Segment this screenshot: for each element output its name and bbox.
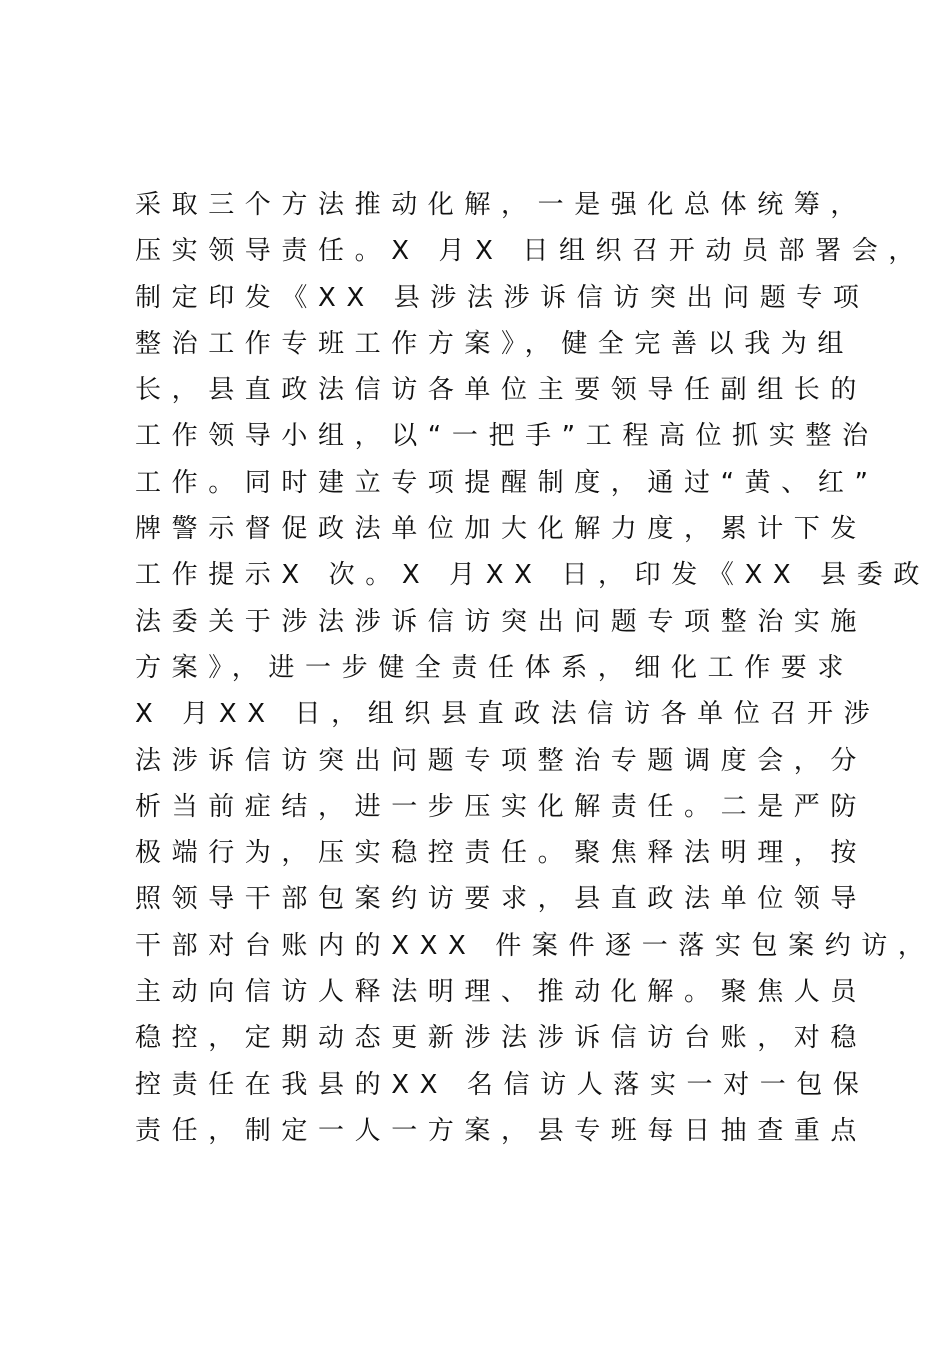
text-line: 控责任在我县的XX 名信访人落实一对一包保 xyxy=(135,1069,870,1100)
body-text xyxy=(135,182,935,1154)
text-line: 整治工作专班工作方案》，健全完善以我为组 xyxy=(135,328,855,359)
text-line: 工作提示X 次。X 月XX 日，印发《XX 县委政 xyxy=(135,560,930,591)
text-line: 法涉诉信访突出问题专项整治专题调度会，分 xyxy=(135,745,868,776)
text-line: 主动向信访人释法明理、推动化解。聚焦人员 xyxy=(135,977,868,1008)
text-line: 稳控，定期动态更新涉法涉诉信访台账，对稳 xyxy=(135,1023,868,1054)
text-line: 工作。同时建立专项提醒制度，通过“黄、红” xyxy=(135,467,879,498)
text-line: 方案》，进一步健全责任体系，细化工作要求 xyxy=(135,652,855,683)
text-line: 干部对台账内的XXX 件案件逐一落实包案约访， xyxy=(135,930,935,961)
text-line: 析当前症结，进一步压实化解责任。二是严防 xyxy=(135,791,868,822)
text-line: X 月XX 日，组织县直政法信访各单位召开涉 xyxy=(135,699,881,730)
text-line: 牌警示督促政法单位加大化解力度，累计下发 xyxy=(135,514,868,545)
text-line: 照领导干部包案约访要求，县直政法单位领导 xyxy=(135,884,868,915)
text-line: 制定印发《XX 县涉法涉诉信访突出问题专项 xyxy=(135,282,870,313)
text-line: 工作领导小组，以“一把手”工程高位抓实整治 xyxy=(135,421,879,452)
text-line: 责任，制定一人一方案，县专班每日抽查重点 xyxy=(135,1115,868,1146)
text-line: 极端行为，压实稳控责任。聚焦释法明理，按 xyxy=(135,838,868,869)
text-line: 采取三个方法推动化解，一是强化总体统筹， xyxy=(135,190,868,220)
text-line: 压实领导责任。X 月X 日组织召开动员部署会， xyxy=(135,236,925,267)
text-line: 长，县直政法信访各单位主要领导任副组长的 xyxy=(135,375,868,406)
text-line: 法委关于涉法涉诉信访突出问题专项整治实施 xyxy=(135,606,868,637)
